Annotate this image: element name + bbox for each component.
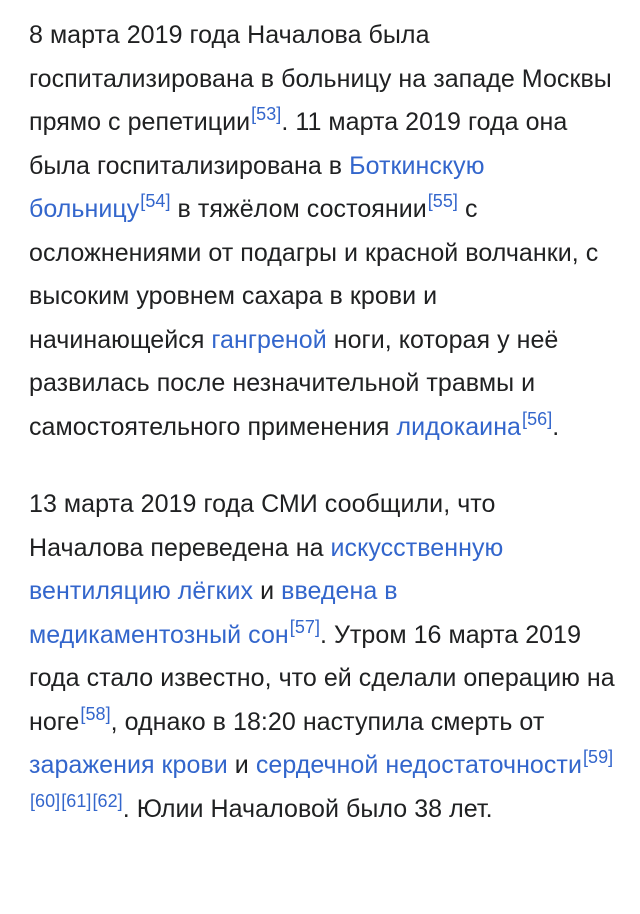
text: 8 марта 2019 года Началова была госпитализирована в больницу на западе Москвы прямо с репетиции [29,21,612,136]
reference-55[interactable] [428,191,458,211]
link-heart-failure[interactable]: сердечной недостаточности [255,751,582,779]
reference-link[interactable]: [54] [140,191,171,211]
reference-56[interactable] [522,409,552,429]
text: . 11 марта 2019 года она была госпитализирована в [29,108,568,180]
text: в тяжёлом состоянии [170,195,427,223]
link-lidocaine[interactable]: лидокаина [396,412,522,441]
text: . [552,412,560,441]
text: с осложнениями от подагры и красной волчанки, с высоким уровнем сахара в крови и начинающейся [29,195,599,354]
reference-link[interactable]: [60] [30,790,61,811]
reference-58[interactable] [80,704,110,724]
reference-62[interactable] [92,791,122,811]
reference-link[interactable]: [57] [289,616,320,637]
link-artificial-ventilation[interactable]: искусственную вентиляцию лёгких [29,533,504,605]
link-sepsis[interactable]: заражения крови [29,751,228,779]
reference-link[interactable]: [56] [522,408,553,429]
reference-54[interactable] [140,191,170,211]
reference-link[interactable]: [62] [92,790,123,811]
reference-link[interactable]: [55] [427,191,458,211]
reference-60[interactable] [30,791,60,811]
reference-link[interactable]: [58] [80,703,111,724]
reference-53[interactable] [251,104,281,124]
text: ноги, которая у неё развилась после незначительной травмы и самостоятельного применения [29,325,559,441]
text: , однако в 18:20 наступила смерть от [110,707,545,736]
text: и [253,577,282,605]
reference-59[interactable] [583,747,613,767]
paragraph-hospitalization [29,14,616,449]
reference-link[interactable]: [53] [251,104,282,124]
paragraph-death [29,483,616,831]
link-botkin-hospital[interactable]: Боткинскую больницу [29,151,485,223]
link-gangrene[interactable]: гангреной [211,325,327,354]
link-induced-coma[interactable]: введена в медикаментозный сон [29,577,398,649]
text: и [227,751,256,779]
reference-61[interactable] [61,791,91,811]
reference-57[interactable] [290,617,320,637]
text: 13 марта 2019 года СМИ сообщили, что Началова переведена на [29,490,496,562]
text: . Юлии Началовой было 38 лет. [122,794,493,823]
text: . Утром 16 марта 2019 года стало известно, что ей сделали операцию на ноге [29,620,615,736]
reference-link[interactable]: [61] [61,790,92,811]
reference-link[interactable]: [59] [582,747,614,767]
